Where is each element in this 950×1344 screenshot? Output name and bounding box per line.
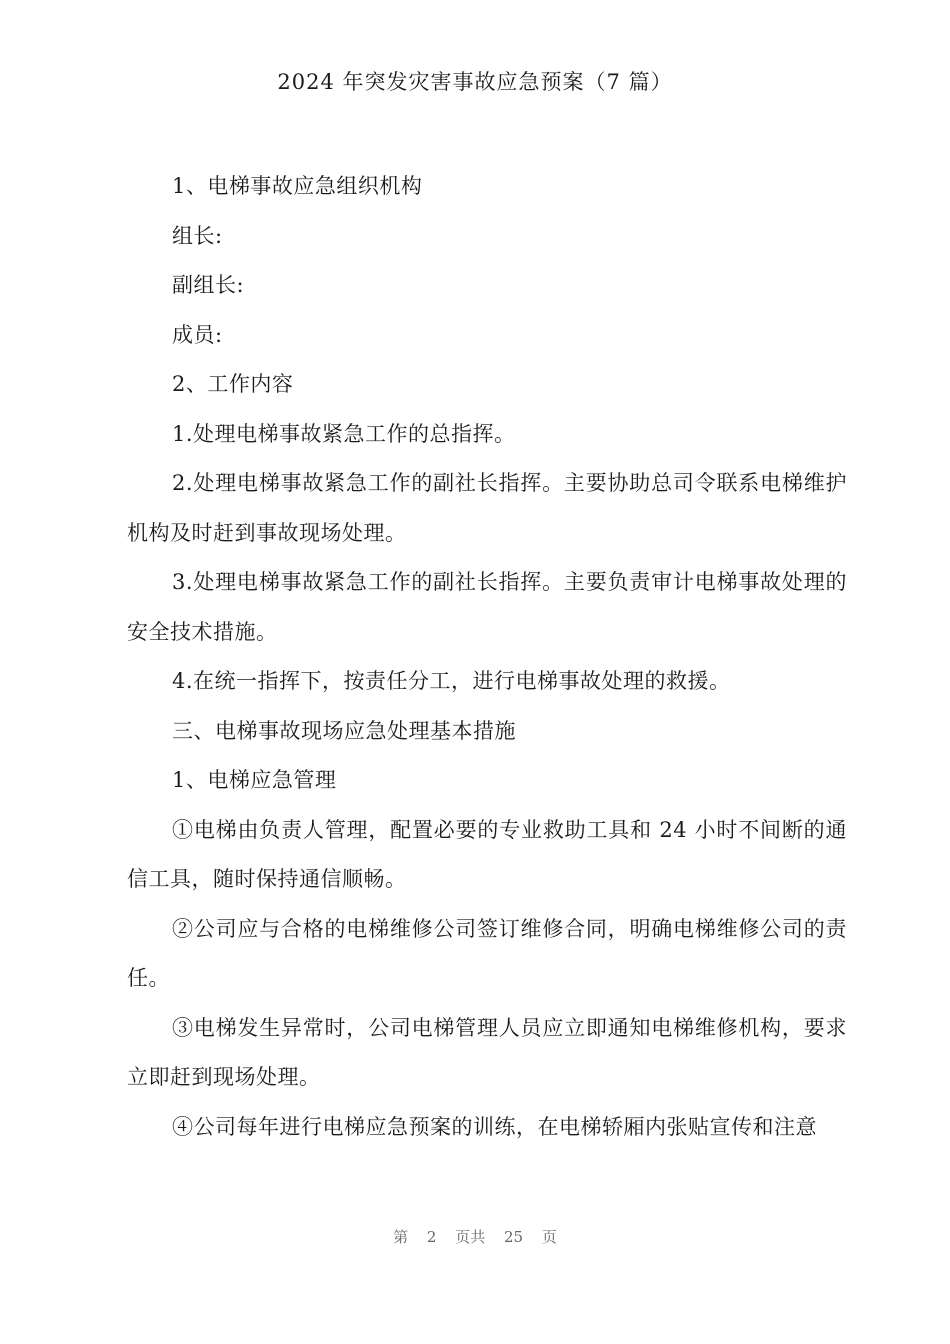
paragraph: 1、电梯应急管理 bbox=[172, 768, 337, 792]
paragraph: 3.处理电梯事故紧急工作的副社长指挥。主要负责审计电梯事故处理的安全技术措施。 bbox=[127, 570, 847, 644]
paragraph: ③电梯发生异常时，公司电梯管理人员应立即通知电梯维修机构，要求立即赶到现场处理。 bbox=[127, 1015, 847, 1089]
paragraph: ①电梯由负责人管理，配置必要的专业救助工具和 24 小时不间断的通信工具，随时保持通信顺畅。 bbox=[127, 817, 847, 891]
document-title: 2024 年突发灾害事故应急预案（7 篇） bbox=[277, 70, 673, 94]
paragraph: 副组长: bbox=[172, 273, 245, 297]
paragraph: 1.处理电梯事故紧急工作的总指挥。 bbox=[172, 421, 516, 446]
footer-middle: 页共 bbox=[455, 1228, 486, 1246]
paragraph: 三、电梯事故现场应急处理基本措施 bbox=[172, 718, 516, 743]
paragraph: 成员: bbox=[172, 322, 223, 347]
paragraph: 组长: bbox=[172, 223, 223, 248]
footer-suffix: 页 bbox=[541, 1228, 557, 1246]
paragraph: 1、电梯事故应急组织机构 bbox=[172, 174, 423, 198]
paragraph: ②公司应与合格的电梯维修公司签订维修合同，明确电梯维修公司的责任。 bbox=[127, 916, 847, 990]
paragraph: 2、工作内容 bbox=[172, 372, 294, 396]
paragraph: 2.处理电梯事故紧急工作的副社长指挥。主要协助总司令联系电梯维护机构及时赶到事故现场处理。 bbox=[127, 471, 847, 545]
page-footer bbox=[0, 1226, 950, 1247]
paragraph: 4.在统一指挥下，按责任分工，进行电梯事故处理的救援。 bbox=[172, 669, 731, 693]
footer-page-number: 2 bbox=[426, 1228, 437, 1246]
document-body bbox=[127, 162, 847, 1152]
footer-page-total: 25 bbox=[504, 1228, 524, 1246]
paragraph: ④公司每年进行电梯应急预案的训练，在电梯轿厢内张贴宣传和注意 bbox=[172, 1114, 817, 1139]
footer-prefix: 第 bbox=[393, 1228, 409, 1246]
